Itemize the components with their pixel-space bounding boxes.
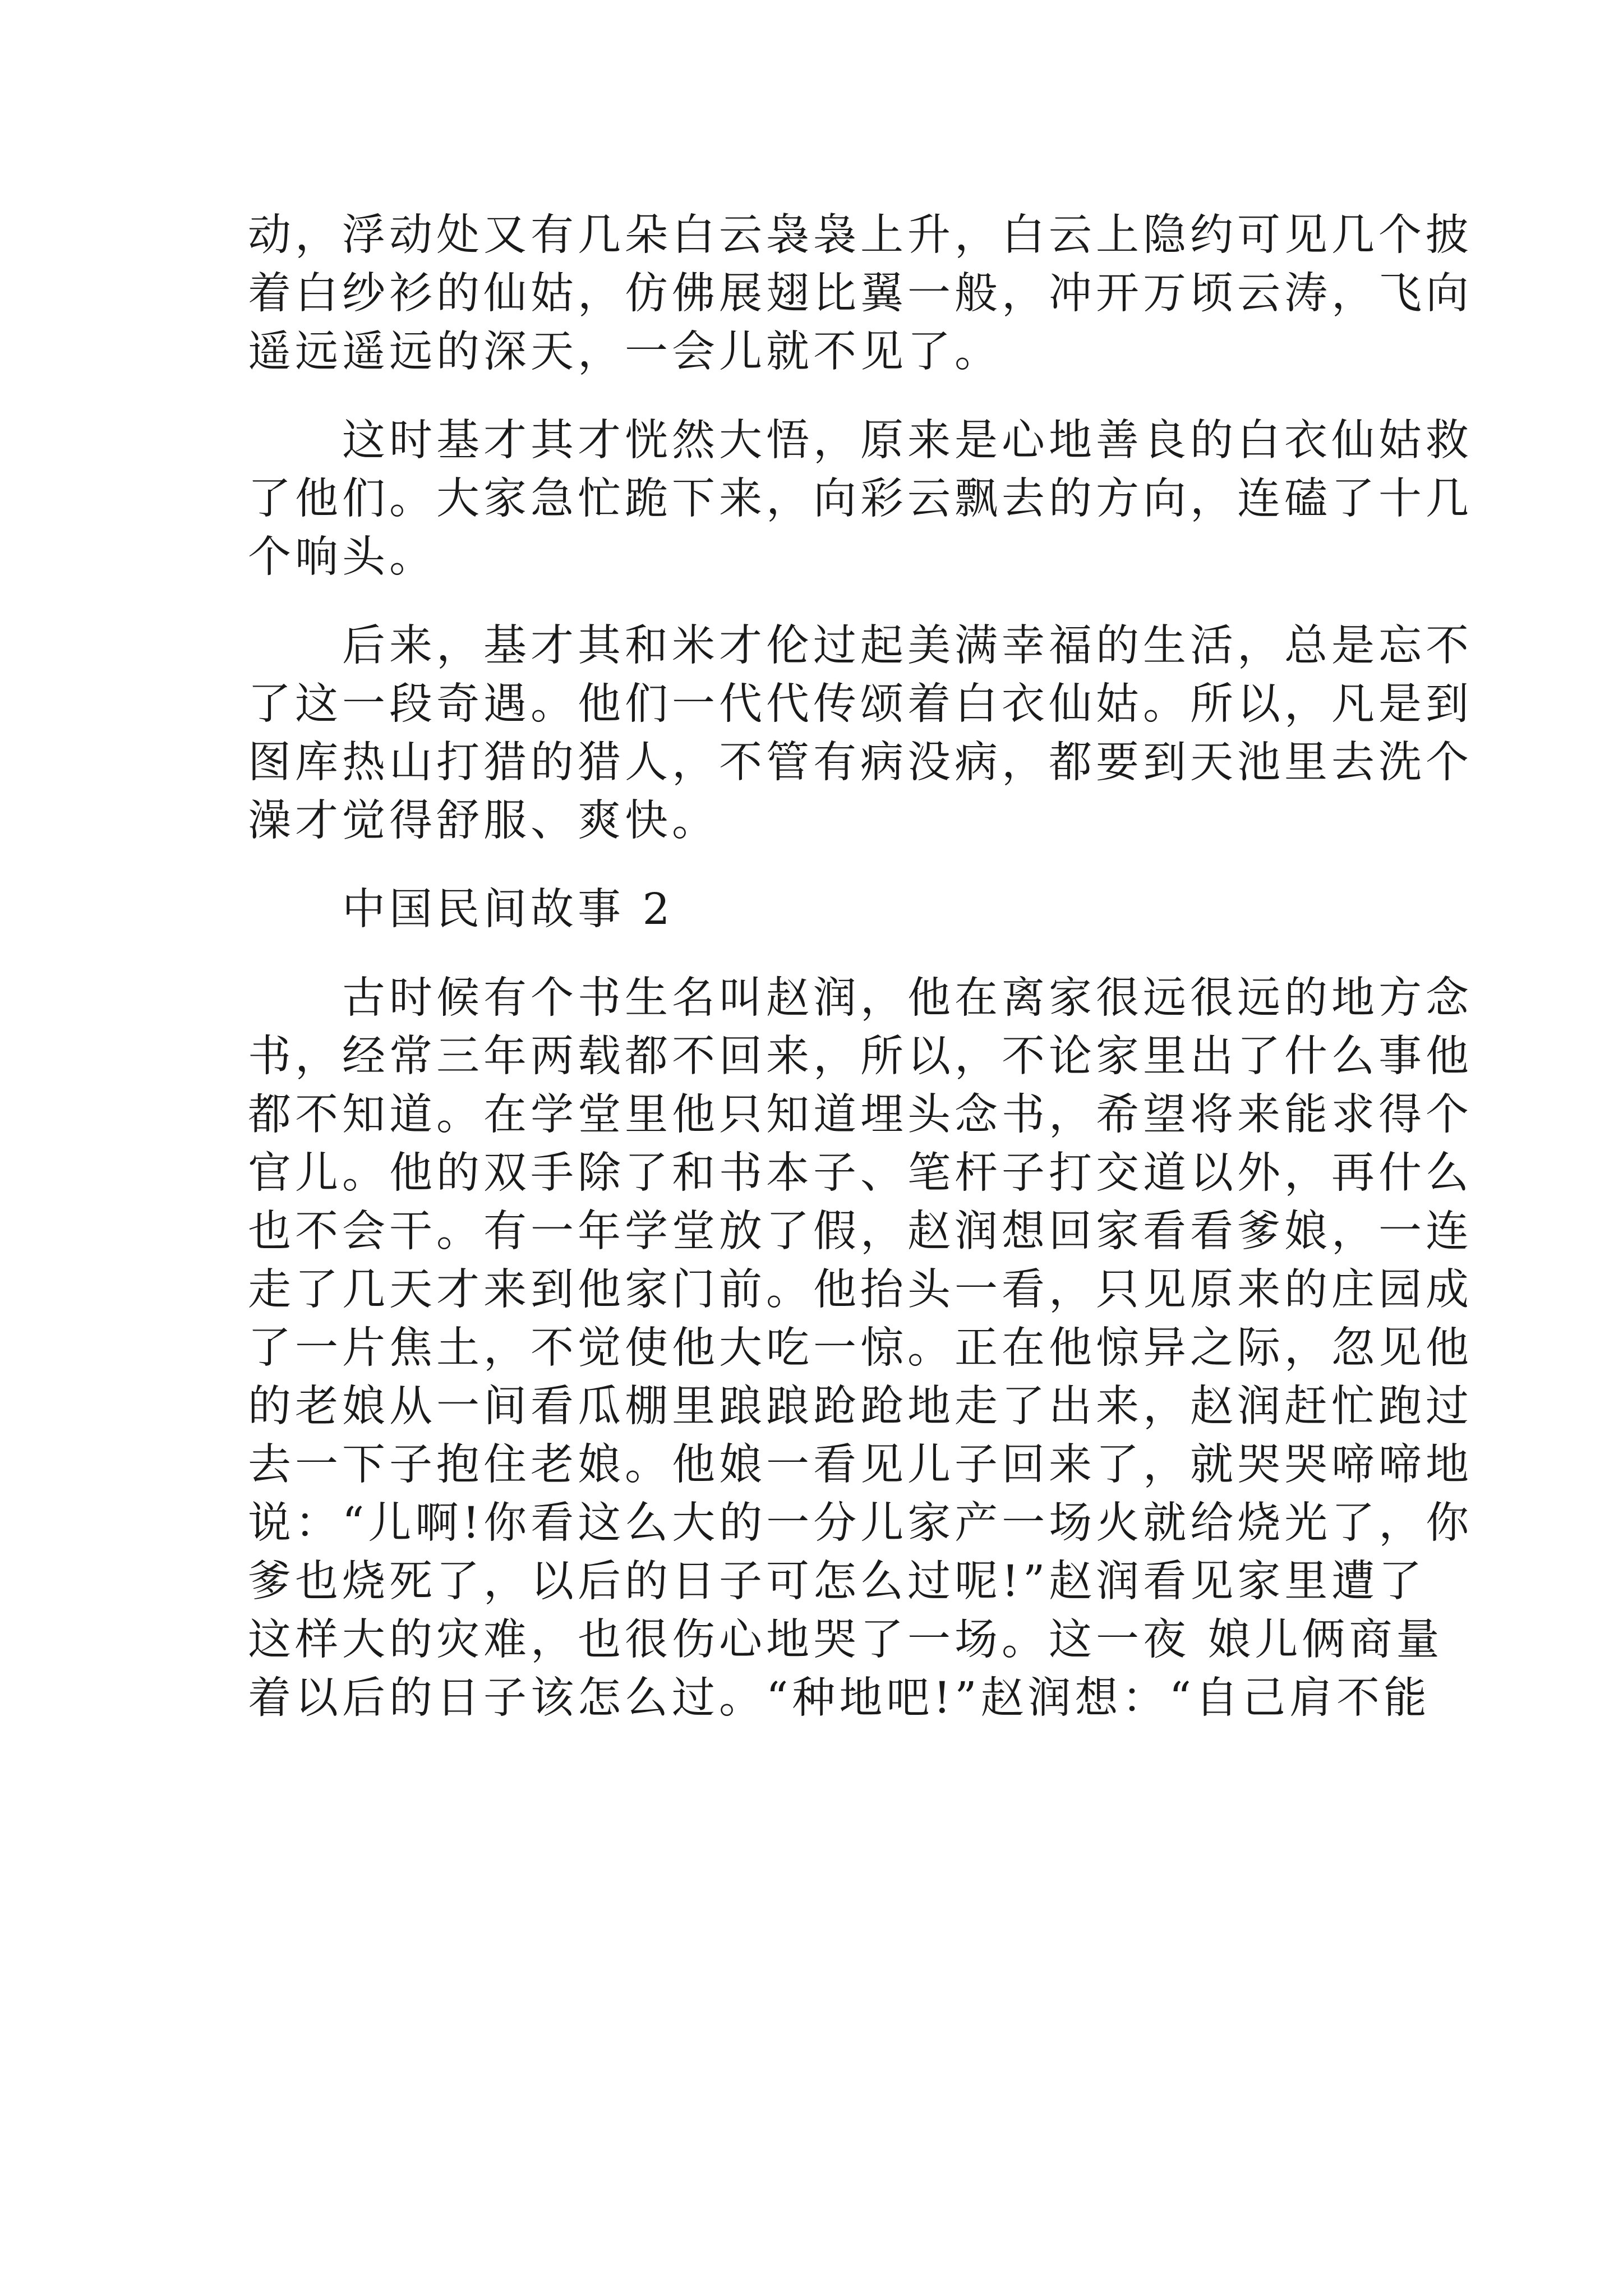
text-line: 遥远遥远的深天，一会儿就不见了。 [248, 327, 1002, 377]
text-line: 图库热山打猎的猎人，不管有病没病，都要到天池里去洗个 [248, 738, 1473, 788]
text-line: 了一片焦土，不觉使他大吃一惊。正在他惊异之际，忽见他 [248, 1323, 1473, 1373]
document-body [248, 206, 1473, 1728]
text-line: 都不知道。在学堂里他只知道埋头念书，希望将来能求得个 [248, 1090, 1473, 1140]
text-line: 这样大的灾难，也很伤心地哭了一场。这一夜 娘儿俩商量 [248, 1615, 1444, 1665]
text-line: 了他们。大家急忙跪下来，向彩云飘去的方向，连磕了十几 [248, 474, 1473, 524]
text-line: 这时基才其才恍然大悟，原来是心地善良的白衣仙姑救 [342, 416, 1473, 466]
text-line: 去一下子抱住老娘。他娘一看见儿子回来了，就哭哭啼啼地 [248, 1440, 1473, 1490]
text-line: 说：“儿啊!你看这么大的一分儿家产一场火就给烧光了，你 [248, 1498, 1473, 1548]
text-line: 也不会干。有一年学堂放了假，赵润想回家看看爹娘，一连 [248, 1207, 1473, 1257]
text-line: 着白纱衫的仙姑，仿佛展翅比翼一般，冲开万顷云涛，飞向 [248, 269, 1473, 319]
text-line: 官儿。他的双手除了和书本子、笔杆子打交道以外，再什么 [248, 1148, 1473, 1198]
section-heading: 中国民间故事 2 [342, 885, 674, 935]
text-line: 爹也烧死了，以后的日子可怎么过呢!”赵润看见家里遭了 [248, 1557, 1426, 1607]
text-line: 的老娘从一间看瓜棚里踉踉跄跄地走了出来，赵润赶忙跑过 [248, 1382, 1473, 1432]
text-line: 走了几天才来到他家门前。他抬头一看，只见原来的庄园成 [248, 1265, 1473, 1315]
text-line: 后来，基才其和米才伦过起美满幸福的生活，总是忘不 [342, 621, 1473, 671]
text-line: 古时候有个书生名叫赵润，他在离家很远很远的地方念 [342, 973, 1473, 1023]
text-line: 动，浮动处又有几朵白云袅袅上升，白云上隐约可见几个披 [248, 210, 1473, 260]
text-line: 书，经常三年两载都不回来，所以，不论家里出了什么事他 [248, 1032, 1473, 1082]
text-line: 澡才觉得舒服、爽快。 [248, 796, 719, 846]
text-line: 了这一段奇遇。他们一代代传颂着白衣仙姑。所以，凡是到 [248, 679, 1473, 729]
text-line: 着以后的日子该怎么过。“种地吧!”赵润想：“自己肩不能 [248, 1673, 1431, 1723]
text-line: 个响头。 [248, 532, 436, 582]
